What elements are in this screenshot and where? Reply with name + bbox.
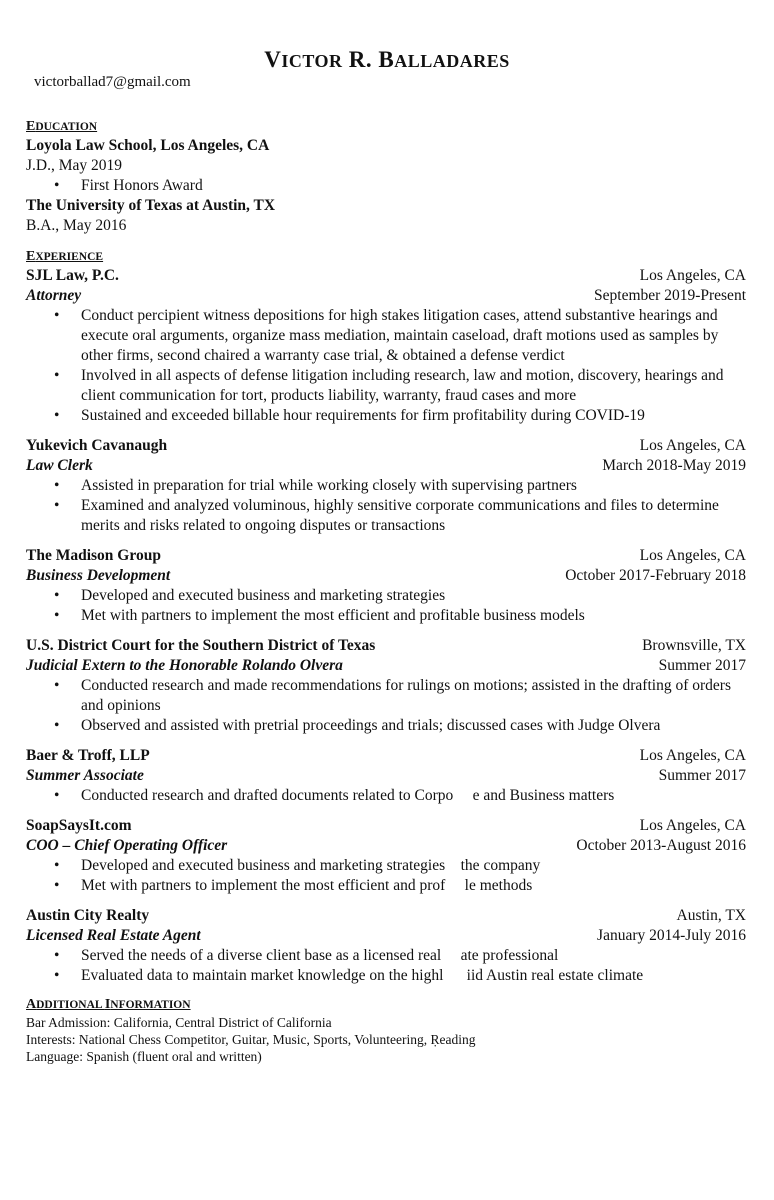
job-bullets: [26, 786, 746, 806]
job-dates: October 2017-February 2018: [565, 567, 746, 584]
list-item: • Met with partners to implement the most efficient and profitable business models: [26, 606, 746, 626]
list-item: • First Honors Award: [26, 176, 746, 196]
job-entry: [26, 746, 746, 806]
company-name: SJL Law, P.C.: [26, 267, 119, 284]
job-entry: [26, 816, 746, 896]
company-name: U.S. District Court for the Southern District of Texas: [26, 637, 376, 654]
job-location: Los Angeles, CA: [639, 817, 746, 834]
job-role: Law Clerk: [26, 457, 93, 474]
school-name: Loyola Law School, Los Angeles, CA: [26, 137, 270, 154]
job-entry: [26, 636, 746, 736]
interests: Interests: National Chess Competitor, Guitar, Music, Sports, Volunteering, Ṛeading: [26, 1032, 476, 1047]
name-last-rest: ALLADARES: [394, 51, 510, 71]
list-item: • Involved in all aspects of defense litigation including research, law and motion, discovery, hearings and client communication for tort, products liability, warranty, fraud cases and more: [26, 366, 746, 406]
job-role: Summer Associate: [26, 767, 144, 784]
name-initial-last: B: [378, 47, 395, 72]
degree: B.A., May 2016: [26, 217, 127, 234]
language: Language: Spanish (fluent oral and written): [26, 1049, 262, 1064]
school-name: The University of Texas at Austin, TX: [26, 197, 276, 214]
job-entry: [26, 436, 746, 536]
list-item: • Conducted research and made recommendations for rulings on motions; assisted in the drafting of orders and opinions: [26, 676, 746, 716]
list-item: • Served the needs of a diverse client base as a licensed real ate professional: [26, 946, 746, 966]
education-section: [26, 118, 746, 236]
candidate-name: [0, 0, 774, 75]
job-location: Los Angeles, CA: [639, 547, 746, 564]
job-dates: March 2018-May 2019: [602, 457, 746, 474]
list-item: • Developed and executed business and marketing strategies the company: [26, 856, 746, 876]
job-dates: September 2019-Present: [594, 287, 746, 304]
resume-content: [26, 118, 746, 1065]
education-bullets: [26, 176, 746, 196]
job-role: Judicial Extern to the Honorable Rolando Olvera: [26, 657, 343, 674]
job-entry: [26, 266, 746, 426]
list-item: • Met with partners to implement the most efficient and prof le methods: [26, 876, 746, 896]
name-middle: R.: [348, 47, 379, 72]
list-item: • Conducted research and drafted documents related to Corpo e and Business matters: [26, 786, 746, 806]
company-name: Austin City Realty: [26, 907, 150, 924]
list-item: • Observed and assisted with pretrial proceedings and trials; discussed cases with Judge Olvera: [26, 716, 746, 736]
job-location: Los Angeles, CA: [639, 747, 746, 764]
job-location: Los Angeles, CA: [639, 437, 746, 454]
education-heading: EDUCATION: [26, 119, 98, 134]
list-item: • Conduct percipient witness depositions for high stakes litigation cases, attend substantive hearings and execute oral arguments, organize mass mediation, maintain caseload, draft motions used as samples by other firms, second chaired a warranty case trial, & obtained a defense verdict: [26, 306, 746, 366]
job-role: COO – Chief Operating Officer: [26, 837, 228, 854]
job-entry: [26, 546, 746, 626]
job-dates: Summer 2017: [658, 657, 746, 674]
list-item: • Sustained and exceeded billable hour requirements for firm profitability during COVID-19: [26, 406, 746, 426]
job-bullets: [26, 476, 746, 536]
job-location: Austin, TX: [676, 907, 746, 924]
list-item: • Developed and executed business and marketing strategies: [26, 586, 746, 606]
job-bullets: [26, 306, 746, 426]
job-dates: Summer 2017: [658, 767, 746, 784]
job-entry: [26, 906, 746, 986]
name-initial-first: V: [264, 47, 282, 72]
job-bullets: [26, 946, 746, 986]
job-bullets: [26, 586, 746, 626]
experience-section: [26, 248, 746, 986]
job-dates: October 2013-August 2016: [576, 837, 746, 854]
job-bullets: [26, 676, 746, 736]
job-role: Licensed Real Estate Agent: [26, 927, 201, 944]
job-location: Brownsville, TX: [642, 637, 746, 654]
degree: J.D., May 2019: [26, 157, 123, 174]
job-role: Attorney: [26, 287, 82, 304]
additional-section: [26, 996, 746, 1065]
company-name: SoapSaysIt.com: [26, 817, 132, 834]
job-location: Los Angeles, CA: [639, 267, 746, 284]
company-name: Baer & Troff, LLP: [26, 747, 150, 764]
job-role: Business Development: [26, 567, 171, 584]
job-bullets: [26, 856, 746, 896]
company-name: Yukevich Cavanaugh: [26, 437, 168, 454]
list-item: • Evaluated data to maintain market knowledge on the highl iid Austin real estate climate: [26, 966, 746, 986]
company-name: The Madison Group: [26, 547, 161, 564]
bar-admission: Bar Admission: California, Central District of California: [26, 1015, 332, 1030]
name-first-rest: ICTOR: [281, 51, 343, 71]
experience-heading: EXPERIENCE: [26, 249, 104, 264]
email-address[interactable]: victorballad7@gmail.com: [34, 74, 191, 90]
list-item: • Examined and analyzed voluminous, highly sensitive corporate communications and files to determine merits and risks related to ongoing disputes or transactions: [26, 496, 746, 536]
additional-heading: ADDITIONAL INFORMATION: [26, 997, 191, 1012]
list-item: • Assisted in preparation for trial while working closely with supervising partners: [26, 476, 746, 496]
job-dates: January 2014-July 2016: [597, 927, 746, 944]
